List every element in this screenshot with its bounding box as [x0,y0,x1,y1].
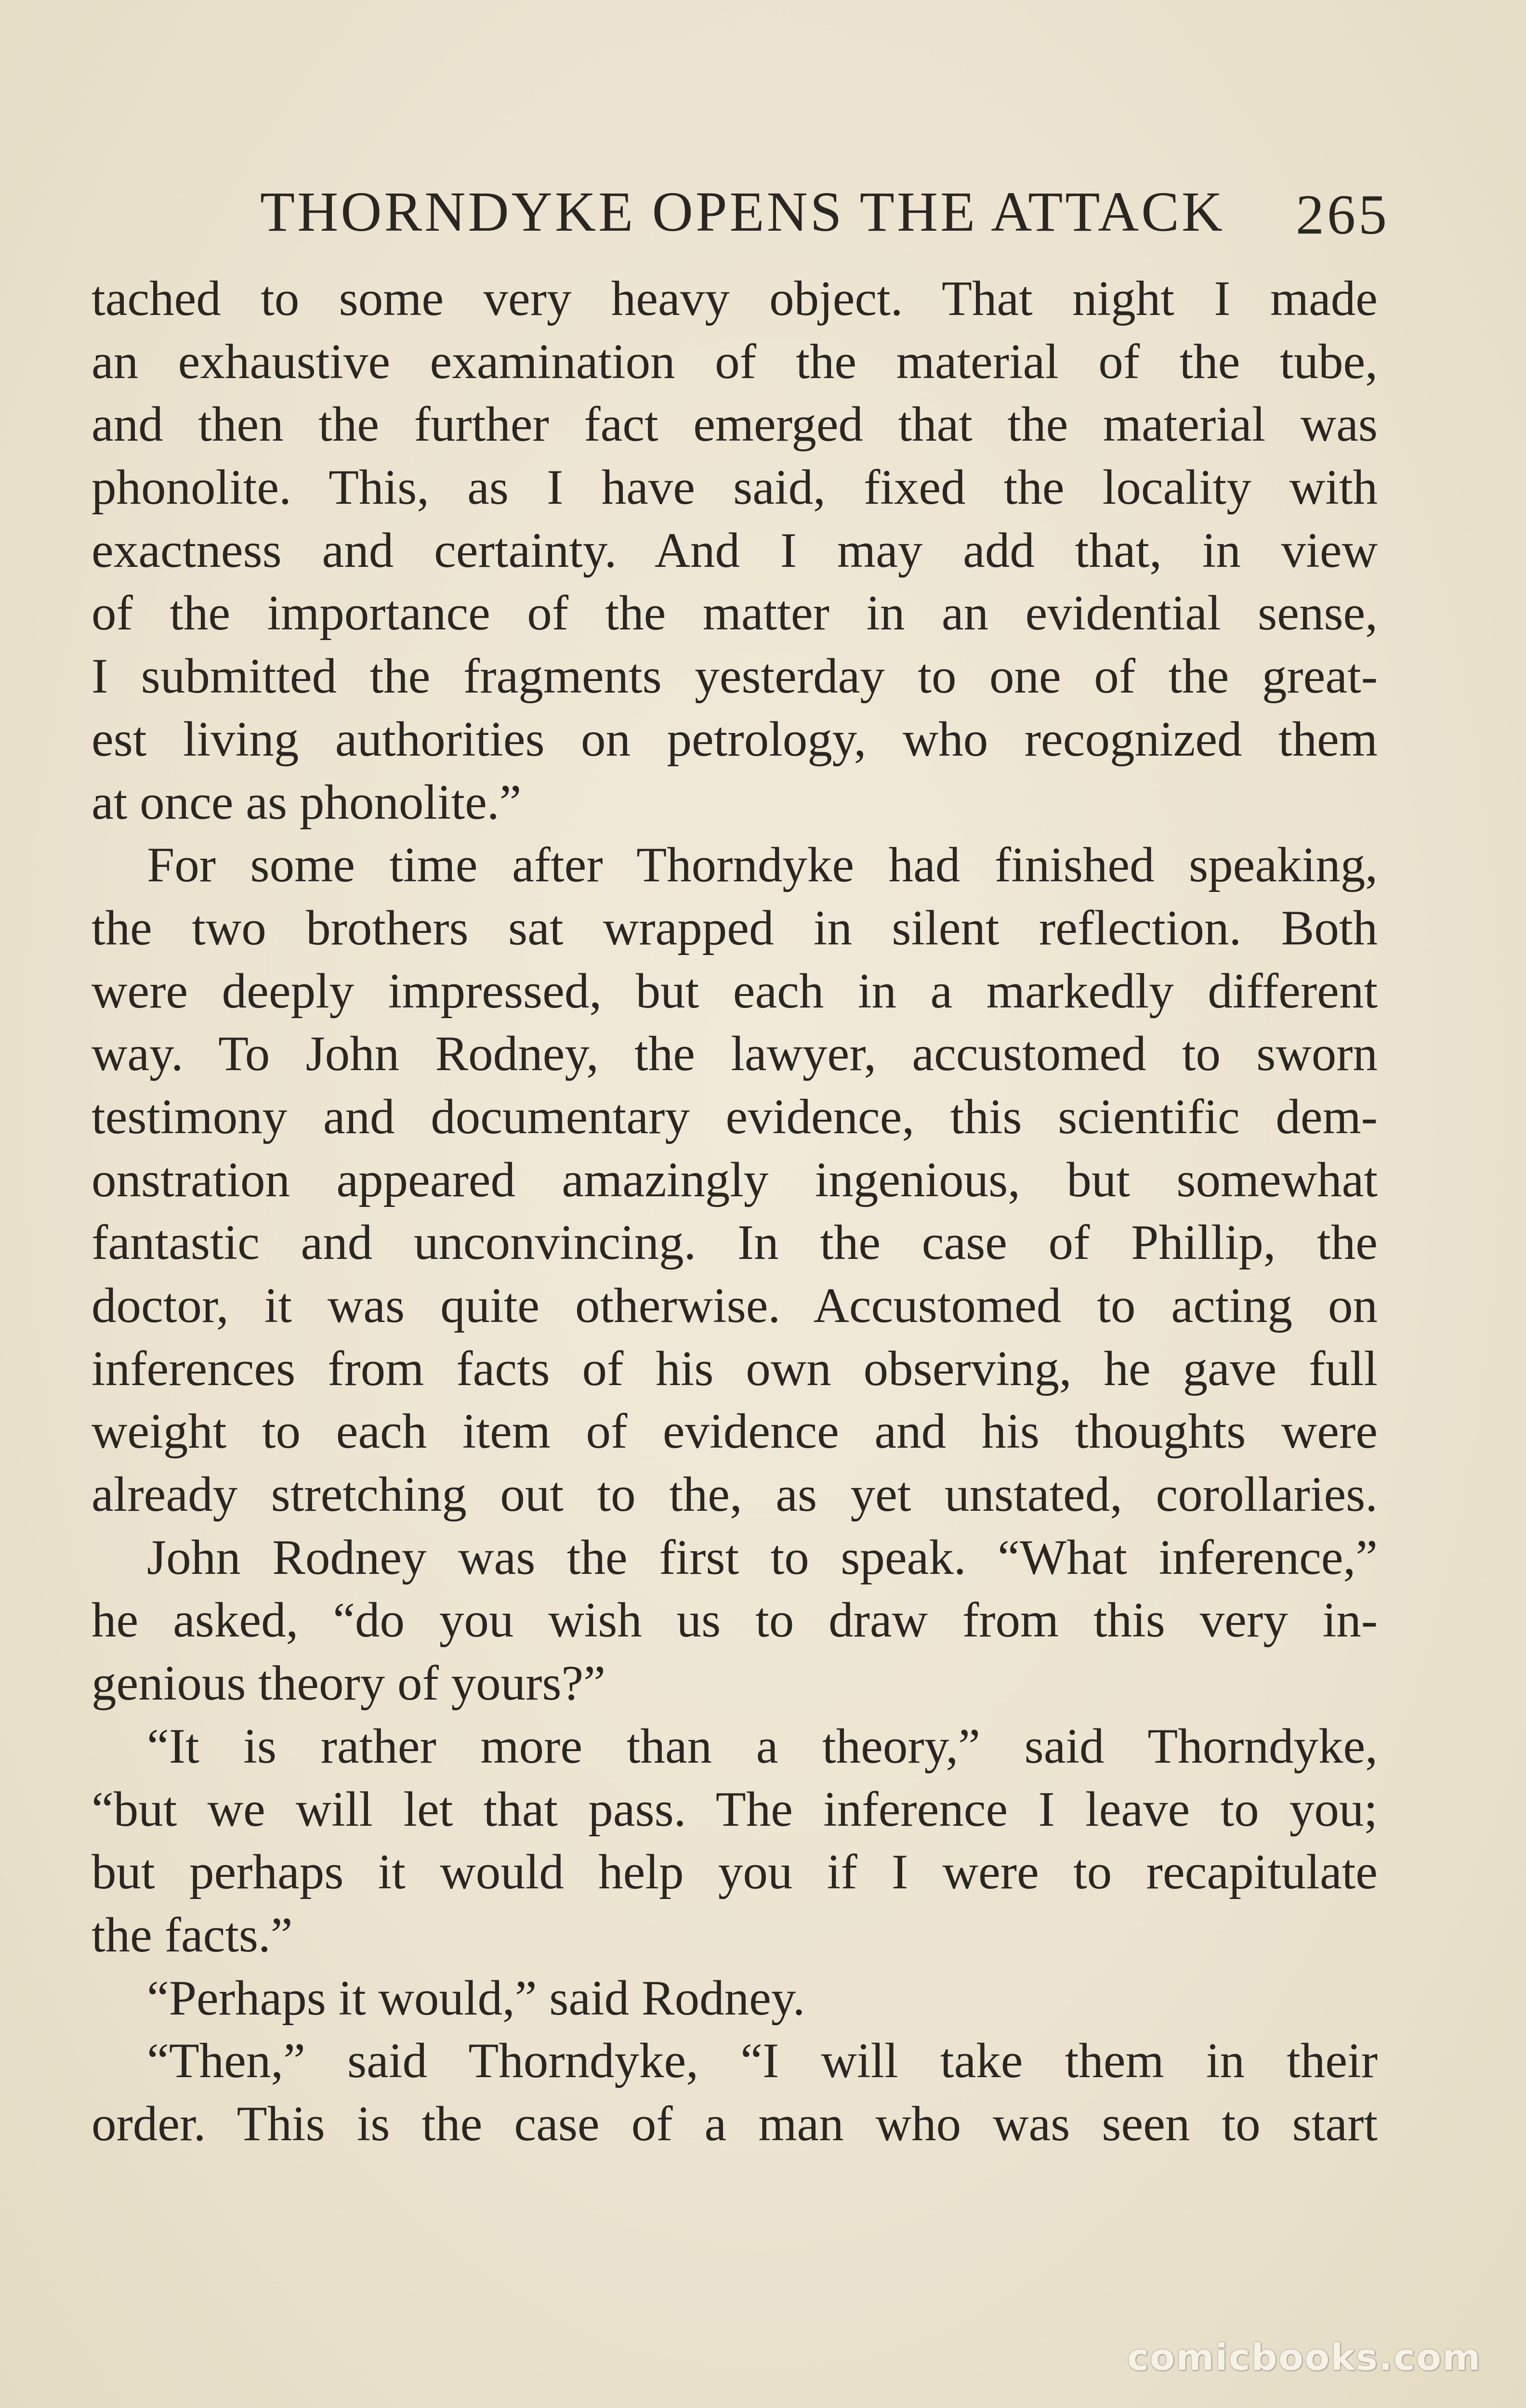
text-line: the two brothers sat wrapped in silent reflection. Both [92,900,1378,955]
text-line: “It is rather more than a theory,” said Thorndyke, [147,1718,1378,1774]
text-line: order. This is the case of a man who was seen to start [92,2096,1378,2151]
running-title: THORNDYKE OPENS THE ATTACK [260,180,1225,243]
text-line: John Rodney was the first to speak. “What inference,” [147,1530,1378,1585]
text-line: were deeply impressed, but each in a markedly different [92,963,1378,1019]
text-line: already stretching out to the, as yet unstated, corollaries. [92,1467,1378,1522]
text-line: fantastic and unconvincing. In the case of Phillip, the [92,1215,1378,1270]
text-line: tached to some very heavy object. That night I made [92,271,1378,326]
watermark: comicbooks.com [1127,2336,1482,2379]
text-line: “Perhaps it would,” said Rodney. [147,1970,805,2026]
text-line: and then the further fact emerged that the material was [92,397,1378,452]
text-line: an exhaustive examination of the material of the tube, [92,334,1378,389]
page-number: 265 [1296,183,1390,246]
text-line: “but we will let that pass. The inference I leave to you; [92,1781,1378,1837]
text-line: est living authorities on petrology, who recognized them [92,711,1378,767]
running-head [0,173,1526,250]
text-line: “Then,” said Thorndyke, “I will take them in their [147,2033,1378,2089]
text-line: but perhaps it would help you if I were to recapitulate [92,1845,1378,1900]
text-line: way. To John Rodney, the lawyer, accustomed to sworn [92,1026,1378,1082]
text-line: the facts.” [92,1907,293,1963]
text-line: I submitted the fragments yesterday to one of the great- [92,649,1378,704]
text-line: at once as phonolite.” [92,774,522,830]
text-line: exactness and certainty. And I may add that, in view [92,523,1378,578]
body-text [92,267,1378,2156]
text-line: testimony and documentary evidence, this scientific dem- [92,1089,1378,1144]
text-line: genious theory of yours?” [92,1656,605,1711]
text-line: he asked, “do you wish us to draw from this very in- [92,1593,1378,1648]
text-line: onstration appeared amazingly ingenious, but somewhat [92,1152,1378,1207]
text-line: phonolite. This, as I have said, fixed the locality with [92,460,1378,515]
text-line: inferences from facts of his own observing, he gave full [92,1341,1378,1396]
text-line: weight to each item of evidence and his thoughts were [92,1404,1378,1459]
text-line: For some time after Thorndyke had finished speaking, [147,838,1378,893]
text-line: doctor, it was quite otherwise. Accustomed to acting on [92,1278,1378,1333]
text-line: of the importance of the matter in an evidential sense, [92,586,1378,641]
